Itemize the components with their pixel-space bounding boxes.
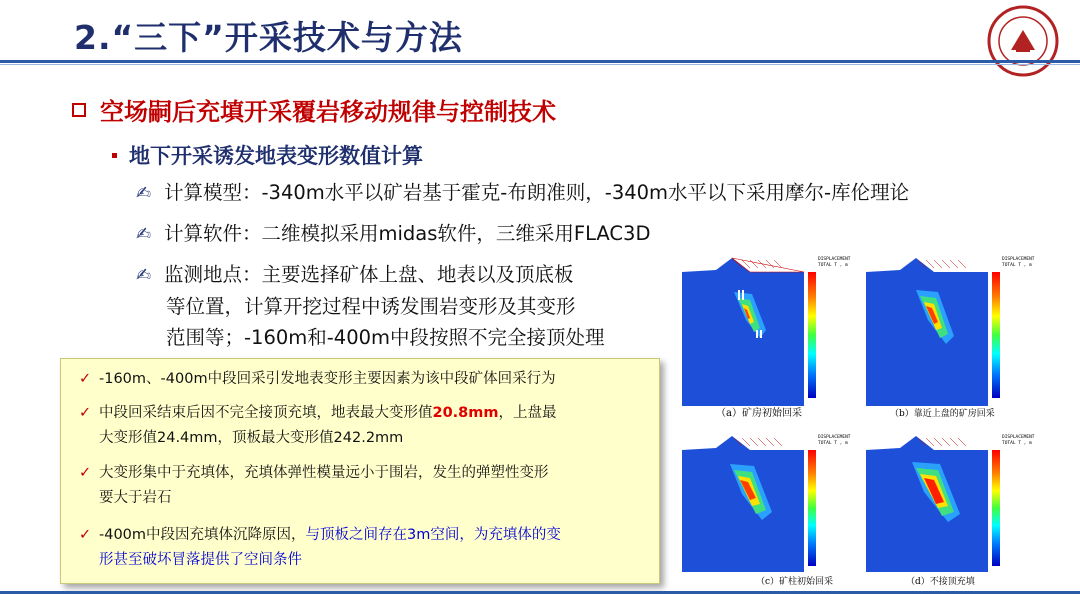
max-surface-deformation: 20.8mm xyxy=(432,405,499,421)
list-item-line: 等位置，计算开挖过程中诱发围岩变形及其变形 xyxy=(166,295,576,318)
check-icon: ✓ xyxy=(79,371,92,387)
section-heading-text: 空场嗣后充填开采覆岩移动规律与控制技术 xyxy=(100,98,556,126)
legend-title: DISPLACEMENT xyxy=(818,257,851,262)
square-bullet-icon xyxy=(72,103,86,117)
legend-subtitle: TOTAL T , m xyxy=(1002,441,1032,446)
conclusion-line xyxy=(81,523,653,548)
subsection-heading-text: 地下开采诱发地表变形数值计算 xyxy=(129,144,423,168)
conclusion-text: 中段回采结束后因不完全接顶充填，地表最大变形值 xyxy=(99,405,433,421)
check-icon: ✓ xyxy=(79,465,92,481)
conclusion-text: ，上盘最 xyxy=(498,405,557,421)
conclusion-line: 大变形值24.4mm，顶板最大变形值242.2mm xyxy=(99,430,404,446)
figure-caption-b: （b）靠近上盘的矿房回采 xyxy=(890,409,995,419)
pen-icon: ✍ xyxy=(136,183,152,204)
figure-panel-c xyxy=(682,434,851,572)
list-item-text: 计算模型：-340m水平以矿岩基于霍克-布朗准则，-340m水平以下采用摩尔-库伦理论 xyxy=(164,181,910,204)
figure-caption-c: （c）矿柱初始回采 xyxy=(756,577,834,586)
small-square-bullet-icon xyxy=(112,153,117,158)
conclusion-text: -400m中段因充填体沉降原因， xyxy=(99,527,306,543)
conclusion-line: -160m、-400m中段回采引发地表变形主要因素为该中段矿体回采行为 xyxy=(99,371,556,387)
pen-icon: ✍ xyxy=(136,224,152,245)
figure-panel-a xyxy=(682,256,851,406)
list-item xyxy=(136,218,650,250)
legend-title: DISPLACEMENT xyxy=(818,435,851,440)
pen-icon: ✍ xyxy=(136,265,152,286)
legend-subtitle: TOTAL T , m xyxy=(1002,263,1032,268)
university-logo xyxy=(986,4,1060,78)
figure-caption-d: （d）不接顶充填 xyxy=(906,577,975,586)
check-icon: ✓ xyxy=(79,527,92,543)
conclusion-item xyxy=(81,523,653,573)
legend-title: DISPLACEMENT xyxy=(1002,435,1035,440)
legend-subtitle: TOTAL T , m xyxy=(818,441,848,446)
conclusion-item xyxy=(81,461,653,511)
conclusion-highlight: 与顶板之间存在3m空间，为充填体的变 xyxy=(305,527,561,543)
displacement-figure-grid xyxy=(676,250,1080,586)
legend-title: DISPLACEMENT xyxy=(1002,257,1035,262)
list-item-text: 计算软件：二维模拟采用midas软件，三维采用FLAC3D xyxy=(164,222,651,245)
subsection-heading xyxy=(112,140,423,170)
list-item xyxy=(136,259,676,353)
legend-subtitle: TOTAL T , m xyxy=(818,263,848,268)
header-rule xyxy=(0,60,1080,63)
header-rule-thin xyxy=(0,64,1080,65)
figure-caption-a: （a）矿房初始回采 xyxy=(716,408,802,419)
list-item-line: 监测地点：主要选择矿体上盘、地表以及顶底板 xyxy=(164,263,574,286)
check-icon: ✓ xyxy=(79,405,92,421)
section-heading xyxy=(72,92,556,127)
conclusion-line xyxy=(81,401,653,426)
figure-panel-d xyxy=(866,434,1035,572)
list-item xyxy=(136,177,909,209)
conclusion-line: 形甚至破坏冒落提供了空间条件 xyxy=(99,552,302,568)
conclusion-box xyxy=(60,358,660,584)
conclusion-item xyxy=(81,401,653,451)
list-item-line: 范围等；-160m和-400m中段按照不完全接顶处理 xyxy=(166,326,605,349)
figure-panel-b xyxy=(866,256,1035,406)
page-title: 2.“三下”开采技术与方法 xyxy=(74,18,463,57)
conclusion-item xyxy=(81,367,653,392)
conclusion-line: 要大于岩石 xyxy=(99,490,172,506)
conclusion-line: 大变形集中于充填体，充填体弹性模量远小于围岩，发生的弹塑性变形 xyxy=(99,465,549,481)
